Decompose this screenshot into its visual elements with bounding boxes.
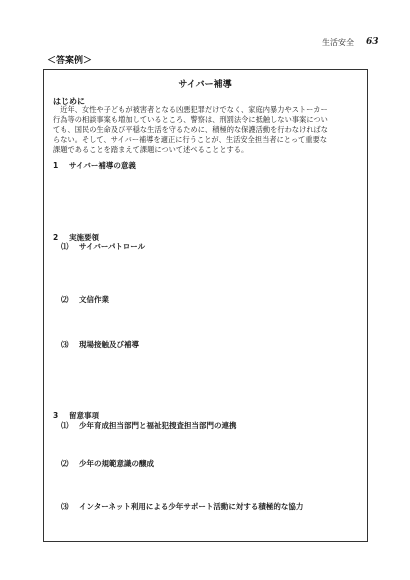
intro-line: 近年、女性や子どもが被害者となる凶悪犯罪だけでなく、家庭内暴力やストーカー bbox=[53, 105, 328, 114]
section-1-heading bbox=[53, 160, 136, 171]
item-title: 文信作業 bbox=[79, 295, 109, 304]
essay-title: サイバー補導 bbox=[178, 80, 232, 90]
section-2-item-3 bbox=[61, 339, 139, 350]
section-title: サイバー補導の意義 bbox=[69, 161, 136, 170]
item-number: ⑴ bbox=[61, 242, 69, 251]
intro-line: ても、国民の生命及び平穏な生活を守るために、積極的な保護活動を行わなければな bbox=[53, 125, 329, 134]
intro-heading: はじめに bbox=[53, 97, 85, 106]
section-2-item-1 bbox=[61, 241, 145, 252]
section-3-item-3 bbox=[61, 501, 303, 512]
item-title: サイバーパトロール bbox=[79, 242, 146, 251]
running-header-section: 生活安全 bbox=[322, 38, 354, 47]
item-title: 少年の規範意識の醸成 bbox=[79, 459, 154, 468]
intro-paragraph bbox=[53, 105, 359, 155]
section-3-item-2 bbox=[61, 458, 154, 469]
section-2-item-2 bbox=[61, 294, 109, 305]
section-3-item-1 bbox=[61, 420, 237, 431]
item-number: ⑶ bbox=[61, 502, 69, 511]
item-title: インターネット利用による少年サポート活動に対する積極的な協力 bbox=[79, 502, 304, 511]
intro-line: 課題であることを踏まえて課題について述べることとする。 bbox=[53, 145, 249, 154]
item-number: ⑶ bbox=[61, 340, 69, 349]
section-number: 1 bbox=[53, 161, 59, 170]
item-title: 現場接触及び補導 bbox=[79, 340, 139, 349]
intro-line: 行為等の相談事案も増加しているところ、警察は、刑罰法令に抵触しない事案につい bbox=[53, 115, 328, 124]
item-number: ⑵ bbox=[61, 459, 69, 468]
intro-line: らない。そして、サイバー補導を適正に行うことが、生活安全担当者にとって重要な bbox=[53, 135, 328, 144]
item-number: ⑴ bbox=[61, 421, 69, 430]
item-title: 少年育成担当部門と福祉犯捜査担当部門の連携 bbox=[79, 421, 237, 430]
item-number: ⑵ bbox=[61, 295, 69, 304]
section-title: 実施要領 bbox=[69, 233, 99, 242]
section-number: 3 bbox=[53, 411, 59, 420]
section-number: 2 bbox=[53, 233, 59, 242]
page-number: 63 bbox=[366, 37, 379, 47]
answer-example-label: ＜答案例＞ bbox=[47, 56, 93, 66]
section-title: 留意事項 bbox=[69, 411, 99, 420]
